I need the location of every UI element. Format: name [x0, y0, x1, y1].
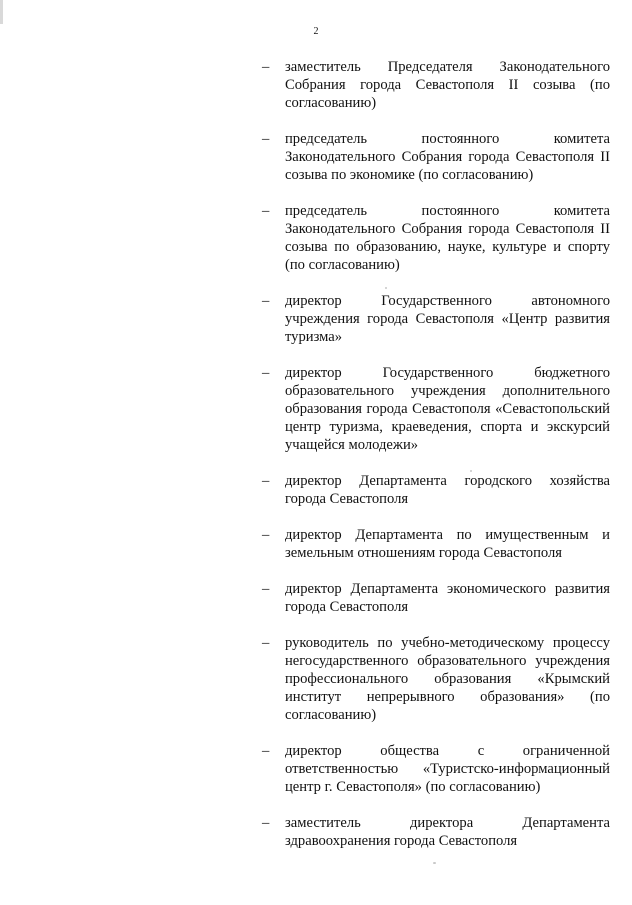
list-item — [262, 580, 610, 616]
scan-edge-mark — [0, 0, 3, 24]
list-item — [262, 292, 610, 346]
list-item — [262, 526, 610, 562]
list-item — [262, 742, 610, 796]
list-dash: – — [262, 131, 270, 147]
list-dash: – — [262, 59, 270, 75]
list-dash: – — [262, 293, 270, 309]
scan-speck — [470, 470, 472, 472]
list-item-text: председатель постоянного комитета Законодательного Собрания города Севастополя II созыва по образованию, науке, культуре и спорту (по согласованию) — [285, 203, 610, 273]
list-dash: – — [262, 203, 270, 219]
list-item-text: директор Департамента экономического развития города Севастополя — [285, 581, 610, 615]
scan-speck — [385, 287, 387, 289]
list-item — [262, 814, 610, 850]
list-item-text: заместитель директора Департамента здравоохранения города Севастополя — [285, 815, 610, 849]
list-dash: – — [262, 527, 270, 543]
list-item — [262, 472, 610, 508]
list-dash: – — [262, 473, 270, 489]
list-item — [262, 58, 610, 112]
scan-speck — [433, 862, 436, 864]
member-list — [262, 58, 610, 850]
list-dash: – — [262, 743, 270, 759]
list-item — [262, 364, 610, 454]
list-item-text: директор общества с ограниченной ответственностью «Туристско-информационный центр г. Севастополя» (по согласованию) — [285, 743, 610, 795]
list-dash: – — [262, 581, 270, 597]
page-number: 2 — [313, 26, 319, 37]
list-item — [262, 202, 610, 274]
list-item-text: директор Государственного бюджетного образовательного учреждения дополнительного образования города Севастополя «Севастопольский центр туризма, краеведения, спорта и экскурсий учащейся молодежи» — [285, 365, 610, 453]
list-item-text: директор Департамента городского хозяйства города Севастополя — [285, 473, 610, 507]
list-item-text: директор Департамента по имущественным и земельным отношениям города Севастополя — [285, 527, 610, 561]
list-item-text: директор Государственного автономного учреждения города Севастополя «Центр развития туризма» — [285, 293, 610, 345]
list-item-text: руководитель по учебно-методическому процессу негосударственного образовательного учреждения профессионального образования «Крымский институт непрерывного образования» (по согласованию) — [285, 635, 610, 723]
list-item — [262, 130, 610, 184]
list-dash: – — [262, 365, 270, 381]
list-item-text: председатель постоянного комитета Законодательного Собрания города Севастополя II созыва по экономике (по согласованию) — [285, 131, 610, 183]
list-item-text: заместитель Председателя Законодательного Собрания города Севастополя II созыва (по согласованию) — [285, 59, 610, 111]
list-item — [262, 634, 610, 724]
list-dash: – — [262, 815, 270, 831]
list-dash: – — [262, 635, 270, 651]
